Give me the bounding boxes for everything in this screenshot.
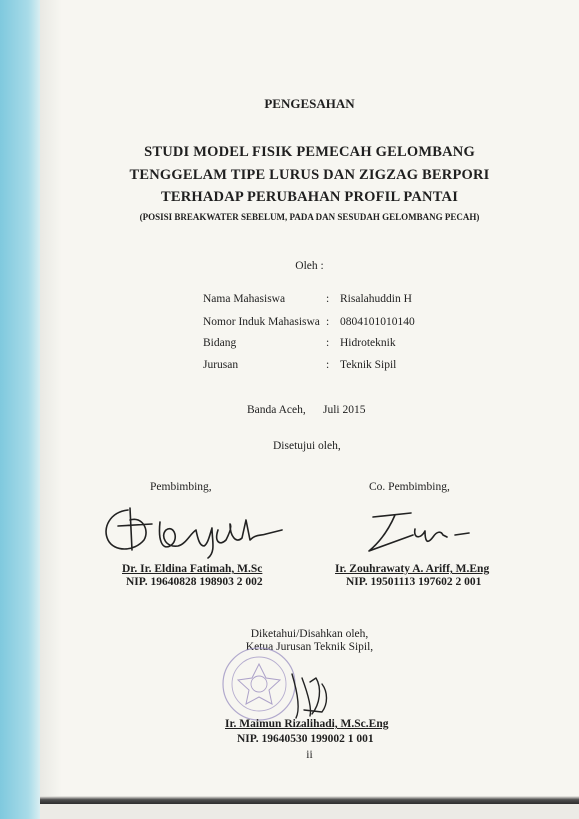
binding-strip xyxy=(0,0,40,819)
co-supervisor-name: Ir. Zouhrawaty A. Ariff, M.Eng xyxy=(335,563,490,575)
info-colon: : xyxy=(326,359,330,371)
place-date: Banda Aceh, Juli 2015 xyxy=(247,404,366,416)
info-value-field: Hidroteknik xyxy=(340,337,396,349)
page-heading: PENGESAHAN xyxy=(264,96,355,111)
co-supervisor-title: Co. Pembimbing, xyxy=(369,481,450,493)
background-below-page xyxy=(40,804,579,819)
info-label-field: Bidang xyxy=(203,337,237,349)
info-label-nim: Nomor Induk Mahasiswa xyxy=(203,316,320,328)
supervisor-signature xyxy=(100,500,290,560)
title-line-2: TENGGELAM TIPE LURUS DAN ZIGZAG BERPORI xyxy=(129,167,490,183)
subtitle: (POSISI BREAKWATER SEBELUM, PADA DAN SESUDAH GELOMBANG PECAH) xyxy=(139,212,480,222)
info-colon: : xyxy=(326,316,330,328)
head-of-department-nip: NIP. 19640530 199002 1 001 xyxy=(237,733,374,745)
head-of-department-name: Ir. Maimun Rizalihadi, M.Sc.Eng xyxy=(225,718,389,730)
title-line-3: TERHADAP PERUBAHAN PROFIL PANTAI xyxy=(160,189,459,205)
title-line-1: STUDI MODEL FISIK PEMECAH GELOMBANG xyxy=(144,144,475,160)
supervisor-nip: NIP. 19640828 198903 2 002 xyxy=(126,576,263,588)
info-label-name: Nama Mahasiswa xyxy=(203,293,286,305)
acknowledged-line-1: Diketahui/Disahkan oleh, xyxy=(250,628,369,640)
co-supervisor-nip: NIP. 19501113 197602 2 001 xyxy=(346,576,482,588)
info-label-department: Jurusan xyxy=(203,359,239,371)
info-colon: : xyxy=(326,293,330,305)
by-label: Oleh : xyxy=(295,260,324,272)
acknowledged-line-2: Ketua Jurusan Teknik Sipil, xyxy=(245,641,374,653)
page-number: ii xyxy=(306,749,313,761)
info-colon: : xyxy=(326,337,330,349)
approved-by-label: Disetujui oleh, xyxy=(273,440,341,452)
info-value-nim: 0804101010140 xyxy=(340,316,415,328)
supervisor-name: Dr. Ir. Eldina Fatimah, M.Sc xyxy=(122,563,263,575)
info-value-name: Risalahuddin H xyxy=(340,293,412,305)
head-of-department-signature xyxy=(282,664,342,724)
page-bottom-edge xyxy=(40,796,579,804)
supervisor-title: Pembimbing, xyxy=(150,481,212,493)
info-value-department: Teknik Sipil xyxy=(340,359,397,371)
co-supervisor-signature xyxy=(355,505,475,560)
